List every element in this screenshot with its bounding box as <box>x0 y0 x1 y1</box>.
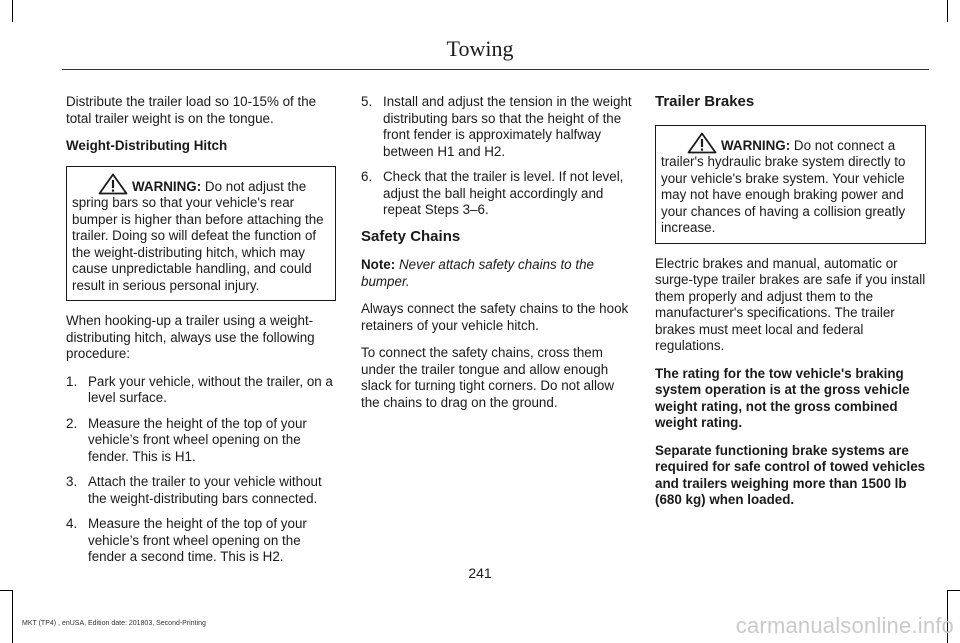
bold-paragraph: Separate functioning brake systems are required for safe control of towed vehicles and trailers weighing more than 1500 lb (680 kg) when loaded. <box>655 442 926 507</box>
bold-paragraph: The rating for the tow vehicle's braking system operation is at the gross vehicle weight rating, not the gross combined weight rating. <box>655 365 910 430</box>
header-divider <box>62 69 929 70</box>
warning-text: Do not connect a trailer's hydraulic brake system directly to your vehicle's brake system. Your vehicle may not have enough braking power and your chances of having a collision greatly increase. <box>661 137 906 235</box>
body-paragraph: To connect the safety chains, cross them under the trailer tongue and allow enough slack for turning tight corners. Do not allow the chains to drag on the ground. <box>361 345 615 410</box>
procedure-list-continued <box>361 94 633 219</box>
page-number: 241 <box>468 565 492 581</box>
section-heading: Trailer Brakes <box>655 93 755 110</box>
column-left <box>66 94 336 576</box>
page-title: Towing <box>446 36 514 61</box>
list-item: 1. Park your vehicle, without the trailer, on a level surface. <box>66 373 333 405</box>
crop-mark <box>12 0 13 22</box>
list-item: 4. Measure the height of the top of your vehicle’s front wheel opening on the fender a second time. This is H2. <box>66 516 307 564</box>
crop-mark <box>12 590 13 643</box>
warning-icon <box>687 132 717 154</box>
column-middle <box>361 94 633 422</box>
list-item: 6. Check that the trailer is level. If not level, adjust the ball height accordingly and repeat Steps 3–6. <box>361 169 624 217</box>
body-paragraph: Always connect the safety chains to the hook retainers of your vehicle hitch. <box>361 301 629 333</box>
note-paragraph: Note: Never attach safety chains to the bumper. <box>361 257 594 289</box>
watermark: carmanualsonline.info <box>735 613 954 638</box>
warning-box <box>655 125 926 244</box>
warning-label: WARNING: <box>132 178 202 194</box>
body-paragraph: Electric brakes and manual, automatic or surge-type trailer brakes are safe if you install them properly and adjust them to the manufacturer's specifications. The trailer brakes must meet local and federal regulations. <box>655 255 926 353</box>
warning-text: Do not adjust the spring bars so that your vehicle's rear bumper is higher than before attaching the trailer. Doing so will defeat the function of the weight-distributing hitch, which may cause unpredictable handling, and could result in serious personal injury. <box>72 178 324 293</box>
crop-mark <box>947 0 948 22</box>
procedure-list <box>66 374 336 566</box>
list-item: 2. Measure the height of the top of your vehicle’s front wheel opening on the fender. This is H1. <box>66 415 307 464</box>
warning-label: WARNING: <box>721 137 791 153</box>
procedure-intro: When hooking-up a trailer using a weight-distributing hitch, always use the following procedure: <box>66 313 315 361</box>
edition-footer: MKT (TP4) , enUSA, Edition date: 201803, Second-Printing <box>22 620 206 627</box>
crop-mark <box>0 590 13 591</box>
section-heading: Weight-Distributing Hitch <box>66 138 228 153</box>
list-item: 5. Install and adjust the tension in the weight distributing bars so that the height of the front fender is approximately halfway between H1 and H2. <box>361 94 632 159</box>
crop-mark <box>947 590 960 591</box>
section-heading: Safety Chains <box>361 227 461 245</box>
warning-icon <box>98 173 128 195</box>
intro-paragraph: Distribute the trailer load so 10-15% of the total trailer weight is on the tongue. <box>66 94 317 126</box>
list-item: 3. Attach the trailer to your vehicle without the weight-distributing bars connected. <box>66 474 322 506</box>
warning-box <box>66 166 336 302</box>
column-right <box>655 94 926 520</box>
